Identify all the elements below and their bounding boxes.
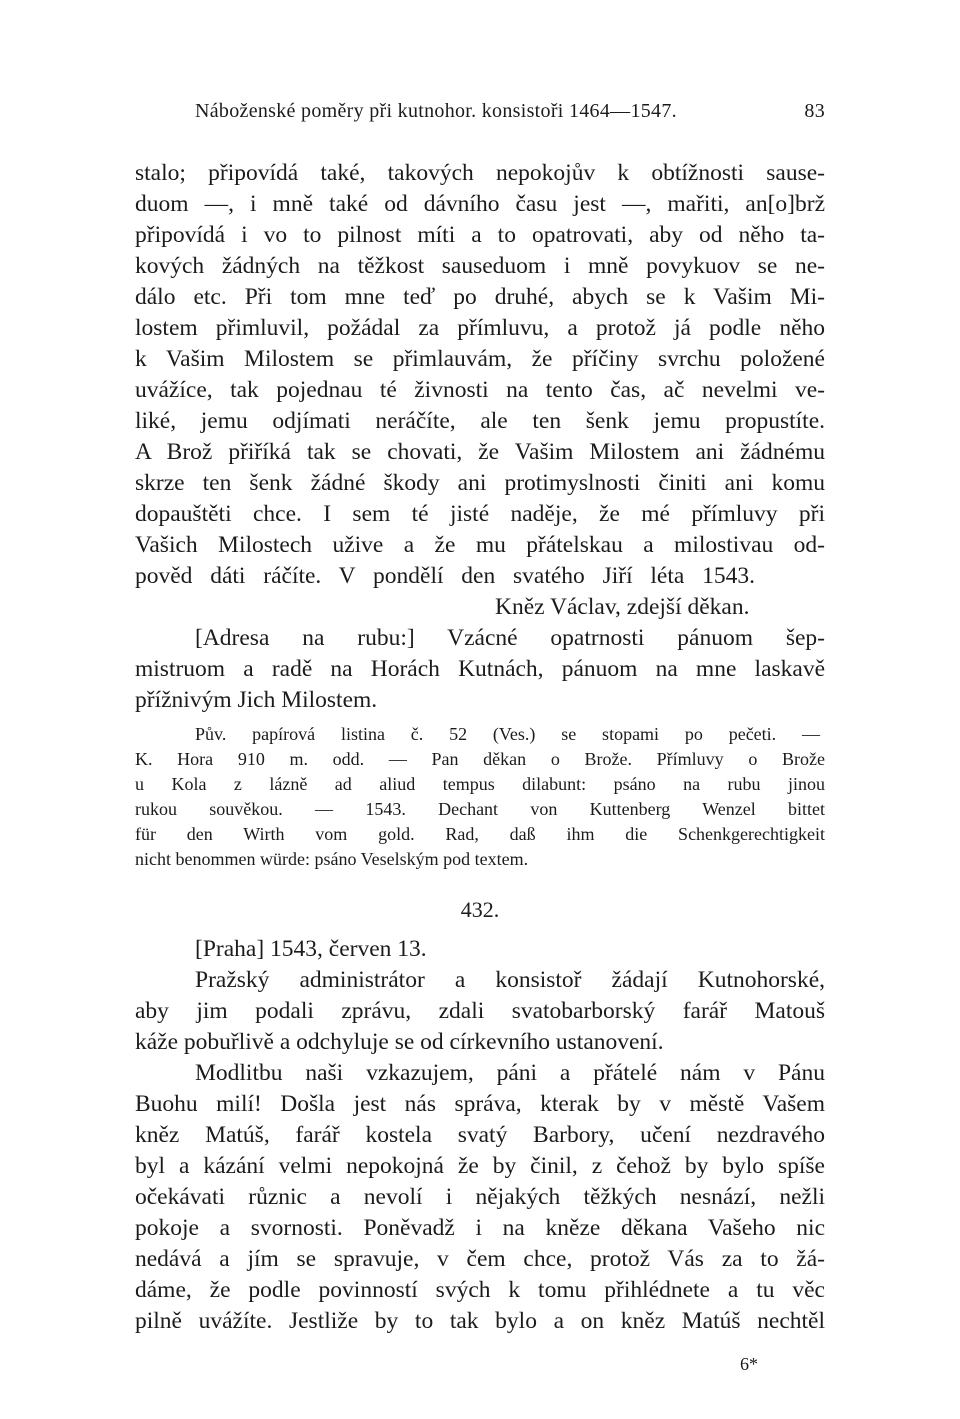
- letter-signature: Kněz Václav, zdejší děkan.: [495, 594, 750, 620]
- text-line: stalo; připovídá také, takových nepokojův k obtížnosti sause-: [135, 160, 825, 186]
- body-line: Modlitbu naši vzkazujem, páni a přátelé nám v Pánu: [195, 1060, 825, 1086]
- address-line: mistruom a radě na Horách Kutnách, pánuom na mne laskavě: [135, 656, 825, 682]
- running-title: Náboženské poměry při kutnohor. konsistoři 1464—1547.: [195, 100, 677, 122]
- signature-mark: 6*: [740, 1354, 758, 1374]
- body-line: dáme, že podle povinností svých k tomu přihlédnete a tu věc: [135, 1277, 825, 1303]
- text-line: dopauštěti chce. I sem té jisté naděje, že mé přímluvy při: [135, 501, 825, 527]
- text-line: kových žádných na těžkost sauseduom i mně povykuov se ne-: [135, 253, 825, 279]
- footnote-line: nicht benommen würde: psáno Veselským pod textem.: [135, 849, 529, 869]
- address-line: přížnivým Jich Milostem.: [135, 687, 378, 713]
- body-line: nedává a jím se spravuje, v čem chce, protož Vás za to žá-: [135, 1246, 825, 1272]
- body-line: pilně uvážíte. Jestliže by to tak bylo a on kněz Matúš nechtěl: [135, 1308, 825, 1334]
- text-line: připovídá i vo to pilnost míti a to opatrovati, aby od něho ta-: [135, 222, 825, 248]
- text-line: skrze ten šenk žádné škody ani protimyslnosti činiti ani komu: [135, 470, 825, 496]
- place-date: [Praha] 1543, červen 13.: [195, 936, 427, 962]
- footnote-line: u Kola z lázně ad aliud tempus dilabunt: psáno na rubu jinou: [135, 774, 825, 794]
- text-line: duom —, i mně také od dávního času jest —, mařiti, an[o]brž: [135, 191, 825, 217]
- footnote-line: für den Wirth vom gold. Rad, daß ihm die Schenkgerechtigkeit: [135, 824, 825, 844]
- text-line: pověd dáti ráčíte. V pondělí den svatého Jiří léta 1543.: [135, 563, 755, 589]
- text-line: k Vašim Milostem se přimlauvám, že příčiny svrchu položené: [135, 346, 825, 372]
- text-line: liké, jemu odjímati neráčíte, ale ten šenk jemu propustíte.: [135, 408, 825, 434]
- text-line: uvážíce, tak pojednau té živnosti na tento čas, ač nevelmi ve-: [135, 377, 825, 403]
- text-line: dálo etc. Při tom mne teď po druhé, abych se k Vašim Mi-: [135, 284, 825, 310]
- running-header: [195, 100, 825, 130]
- text-line: Vašich Milostech uživе a že mu přátelskau a milostivau od-: [135, 532, 825, 558]
- text-line: lostem přimluvil, požádal za přímluvu, a protož já podle něho: [135, 315, 825, 341]
- body-line: očekávati různic a nevolí i nějakých těžkých nesnází, nežli: [135, 1184, 825, 1210]
- document-number: 432.: [460, 897, 500, 922]
- regest-line: aby jim podali zprávu, zdali svatobarborský farář Matouš: [135, 998, 825, 1024]
- regest-line: Pražský administrátor a konsistoř žádají Kutnohorské,: [195, 967, 825, 993]
- regest-line: káže pobuřlivě a odchyluje se od církevního ustanovení.: [135, 1029, 664, 1055]
- address-line: [Adresa na rubu:] Vzácné opatrnosti pánuom šep-: [195, 625, 825, 651]
- text-line: A Brož přiříká tak se chovati, že Vašim Milostem ani žádnému: [135, 439, 825, 465]
- footnote-line: rukou souvěkou. — 1543. Dechant von Kuttenberg Wenzel bittet: [135, 799, 825, 819]
- body-line: byl a kázání velmi nepokojná že by činil, z čehož by bylo spíše: [135, 1153, 825, 1179]
- footnote-line: Pův. papírová listina č. 52 (Ves.) se stopami po pečeti. —: [195, 724, 820, 744]
- body-line: kněz Matúš, farář kostela svatý Barbory, učení nezdravého: [135, 1122, 825, 1148]
- page-number: 83: [804, 100, 825, 122]
- body-line: pokoje a svornosti. Poněvadž i na kněze děkana Vašeho nic: [135, 1215, 825, 1241]
- body-line: Buohu milí! Došla jest nás správa, kterak by v městě Vašem: [135, 1091, 825, 1117]
- footnote-line: K. Hora 910 m. odd. — Pan děkan o Brože. Přímluvy o Brože: [135, 749, 825, 769]
